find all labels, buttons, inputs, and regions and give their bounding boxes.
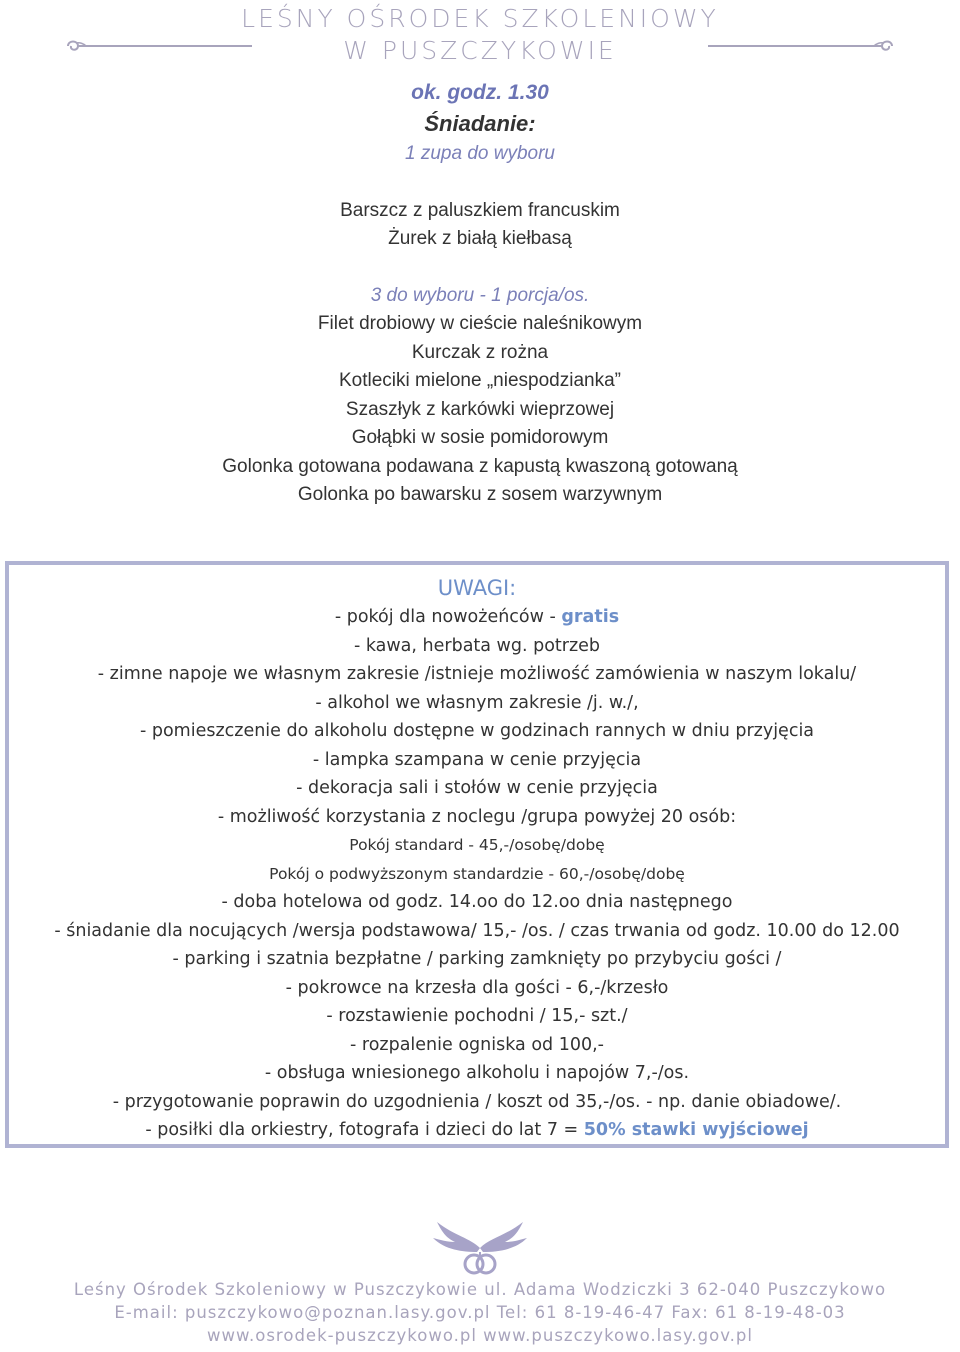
note-last-text: - posiłki dla orkiestry, fotografa i dzieci do lat 7 = (145, 1120, 584, 1140)
note-item: - dekoracja sali i stołów w cenie przyjęcia (296, 778, 658, 798)
menu-section (0, 78, 960, 510)
note-item: - pomieszczenie do alkoholu dostępne w godzinach rannych w dniu przyjęcia (139, 721, 815, 741)
note-item: - rozpalenie ogniska od 100,- (350, 1034, 604, 1055)
note-item: - śniadanie dla nocujących /wersja podstawowa/ 15,- /os. / czas trwania od godz. 10.00 do 12.00 (54, 920, 900, 941)
main-choice: 3 do wyboru - 1 porcja/os. (370, 284, 590, 306)
doves-logo-icon (425, 1208, 535, 1278)
note-item: - rozstawienie pochodni / 15,- szt./ (326, 1006, 628, 1026)
footer-websites: www.osrodek-puszczykowo.pl www.puszczykowo.lasy.gov.pl (207, 1326, 753, 1345)
soup-choice: 1 zupa do wyboru (405, 143, 555, 164)
main-item: Golonka gotowana podawana z kapustą kwaszoną gotowaną (222, 455, 738, 477)
main-item: Gołąbki w sosie pomidorowym (351, 427, 609, 448)
note-item: - przygotowanie poprawin do uzgodnienia / koszt od 35,-/os. - np. danie obiadowe/. (112, 1091, 842, 1112)
page-header (0, 4, 960, 66)
note-item: - kawa, herbata wg. potrzeb (353, 635, 601, 656)
page-footer (0, 1278, 960, 1347)
note-item: - możliwość korzystania z noclegu /grupa powyżej 20 osób: (217, 806, 737, 827)
notes-box (5, 561, 949, 1148)
main-item: Szaszłyk z karkówki wieprzowej (345, 398, 615, 420)
note-room-price: Pokój o podwyższonym standardzie - 60,-/osobę/dobę (269, 864, 685, 883)
note-room (9, 603, 945, 632)
note-item: - doba hotelowa od godz. 14.oo do 12.oo dnia następnego (221, 892, 733, 912)
soup-item: Żurek z białą kiełbasą (388, 228, 572, 249)
header-title-line1: LEŚNY OŚRODEK SZKOLENIOWY (241, 4, 719, 33)
header-title-line2: W PUSZCZYKOWIE (343, 36, 617, 65)
main-item: Filet drobiowy w cieście naleśnikowym (317, 313, 643, 334)
footer-contact: E-mail: puszczykowo@poznan.lasy.gov.pl Tel: 61 8-19-46-47 Fax: 61 8-19-48-03 (114, 1303, 846, 1322)
meal-time: ok. godz. 1.30 (411, 81, 549, 104)
soup-item: Barszcz z paluszkiem francuskim (340, 199, 620, 221)
note-last (9, 1116, 945, 1145)
note-item: - obsługa wniesionego alkoholu i napojów 7,-/os. (264, 1063, 690, 1083)
main-item: Kurczak z rożna (411, 341, 549, 363)
note-item: - alkohol we własnym zakresie /j. w./, (315, 692, 639, 713)
note-item: - pokrowce na krzesła dla gości - 6,-/krzesło (285, 977, 669, 998)
note-gratis: gratis (561, 607, 620, 627)
main-item: Golonka po bawarsku z sosem warzywnym (297, 484, 663, 505)
note-item: - zimne napoje we własnym zakresie /istnieje możliwość zamówienia w naszym lokalu/ (97, 664, 857, 684)
flourish-right-icon (708, 38, 898, 54)
note-highlight: 50% stawki wyjściowej (583, 1120, 809, 1140)
flourish-left-icon (62, 38, 252, 54)
notes-title: UWAGI: (437, 576, 517, 600)
main-item: Kotleciki mielone „niespodzianka” (339, 370, 621, 391)
note-item: - parking i szatnia bezpłatne / parking zamknięty po przybyciu gości / (172, 949, 782, 969)
footer-address: Leśny Ośrodek Szkoleniowy w Puszczykowie ul. Adama Wodziczki 3 62-040 Puszczykowo (73, 1280, 887, 1299)
meal-title: Śniadanie: (424, 111, 536, 136)
note-item: - lampka szampana w cenie przyjęcia (312, 749, 642, 770)
note-room-price: Pokój standard - 45,-/osobę/dobę (349, 836, 605, 854)
note-room-text: - pokój dla nowożeńców - (334, 607, 562, 627)
